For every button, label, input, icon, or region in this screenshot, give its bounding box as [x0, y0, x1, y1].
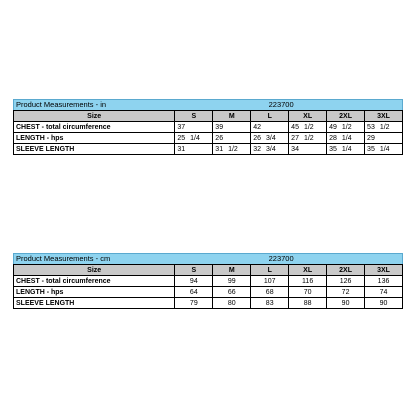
cell-xl: 116 [289, 276, 327, 287]
cell-m: 66 [213, 287, 251, 298]
cell-l: 42 [251, 122, 289, 133]
title-in: Product Measurements - in [16, 100, 107, 109]
cell-m: 26 [213, 133, 251, 144]
header-3xl: 3XL [365, 265, 403, 276]
cell-l: 26 3/4 [251, 133, 289, 144]
cell-xl: 45 1/2 [289, 122, 327, 133]
measurement-table-in [13, 110, 403, 155]
cell-s: 94 [175, 276, 213, 287]
cell-m: 99 [213, 276, 251, 287]
style-number-in: 223700 [268, 100, 294, 109]
cell-m: 31 1/2 [213, 144, 251, 155]
row-label: SLEEVE LENGTH [14, 144, 175, 155]
cell-s: 25 1/4 [175, 133, 213, 144]
header-xl: XL [289, 111, 327, 122]
cell-3xl: 74 [365, 287, 403, 298]
cell-3xl: 90 [365, 298, 403, 309]
header-s: S [175, 111, 213, 122]
header-2xl: 2XL [327, 111, 365, 122]
cell-xl: 70 [289, 287, 327, 298]
cell-s: 64 [175, 287, 213, 298]
cell-2xl: 90 [327, 298, 365, 309]
header-row [14, 111, 403, 122]
cell-xl: 88 [289, 298, 327, 309]
cell-2xl: 72 [327, 287, 365, 298]
row-label: LENGTH - hps [14, 287, 175, 298]
header-m: M [213, 265, 251, 276]
table-row-chest [14, 276, 403, 287]
header-size: Size [14, 111, 175, 122]
table-row-sleeve [14, 144, 403, 155]
cell-m: 80 [213, 298, 251, 309]
table-row-length [14, 133, 403, 144]
cell-3xl: 136 [365, 276, 403, 287]
cell-l: 32 3/4 [251, 144, 289, 155]
header-2xl: 2XL [327, 265, 365, 276]
cell-xl: 27 1/2 [289, 133, 327, 144]
row-label: LENGTH - hps [14, 133, 175, 144]
cell-2xl: 49 1/2 [327, 122, 365, 133]
title-cm: Product Measurements - cm [16, 254, 111, 263]
cell-s: 79 [175, 298, 213, 309]
cm-measurements-sheet [13, 253, 403, 309]
measurement-table-cm [13, 264, 403, 309]
header-s: S [175, 265, 213, 276]
cell-3xl: 53 1/2 [365, 122, 403, 133]
row-label: CHEST - total circumference [14, 276, 175, 287]
title-bar-cm [13, 253, 403, 264]
cell-2xl: 126 [327, 276, 365, 287]
cell-3xl: 29 [365, 133, 403, 144]
cell-l: 68 [251, 287, 289, 298]
cell-l: 83 [251, 298, 289, 309]
cell-xl: 34 [289, 144, 327, 155]
header-3xl: 3XL [365, 111, 403, 122]
table-row-length [14, 287, 403, 298]
header-xl: XL [289, 265, 327, 276]
header-m: M [213, 111, 251, 122]
header-l: L [251, 265, 289, 276]
title-bar-in [13, 99, 403, 110]
cell-2xl: 28 1/4 [327, 133, 365, 144]
row-label: CHEST - total circumference [14, 122, 175, 133]
cell-3xl: 35 1/4 [365, 144, 403, 155]
table-row-chest [14, 122, 403, 133]
cell-s: 37 [175, 122, 213, 133]
row-label: SLEEVE LENGTH [14, 298, 175, 309]
cell-s: 31 [175, 144, 213, 155]
cell-l: 107 [251, 276, 289, 287]
header-size: Size [14, 265, 175, 276]
cell-m: 39 [213, 122, 251, 133]
header-l: L [251, 111, 289, 122]
table-row-sleeve [14, 298, 403, 309]
style-number-cm: 223700 [268, 254, 294, 263]
inch-measurements-sheet [13, 99, 403, 155]
cell-2xl: 35 1/4 [327, 144, 365, 155]
header-row [14, 265, 403, 276]
